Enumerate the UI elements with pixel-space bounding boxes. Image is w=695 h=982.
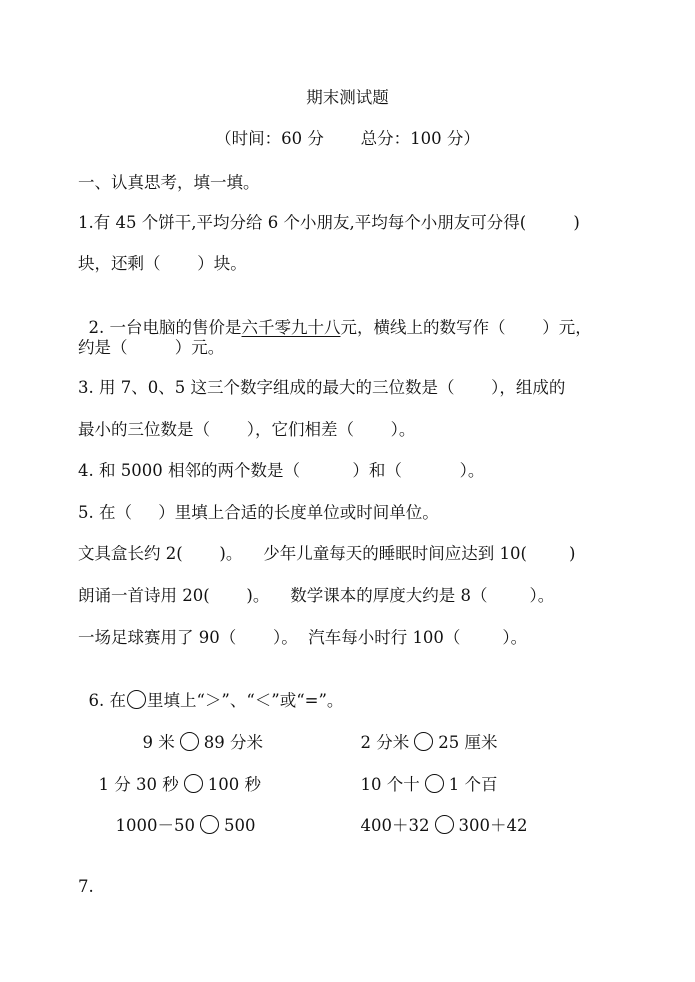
compare-right-operand: 89 分米 [203, 733, 263, 752]
compare-circle-icon [180, 732, 199, 751]
compare-left-operand: 400＋32 [360, 816, 430, 835]
question-5-line-1: 5. 在（ ）里填上合适的长度单位或时间单位。 [78, 503, 439, 522]
question-1-line-2: 块，还剩（ ）块。 [78, 254, 247, 273]
question-4: 4. 和 5000 相邻的两个数是（ ）和（ ）。 [78, 461, 485, 480]
question-1-line-1: 1.有 45 个饼干,平均分给 6 个小朋友,平均每个小朋友可分得( ) [78, 213, 580, 232]
circle-icon [127, 690, 146, 709]
compare-circle-icon [435, 815, 454, 834]
question-5-line-2: 文具盒长约 2( )。 少年儿童每天的睡眠时间应达到 10( ) [78, 544, 576, 563]
compare-left-operand: 1 分 30 秒 [98, 775, 179, 794]
compare-left-operand: 10 个十 [360, 775, 420, 794]
question-5-line-4: 一场足球赛用了 90（ ）。 汽车每小时行 100（ ）。 [78, 628, 528, 647]
compare-right-operand: 500 [224, 816, 256, 835]
exam-info: （时间：60 分 总分：100 分） [215, 129, 480, 148]
compare-circle-icon [425, 774, 444, 793]
section-heading: 一、认真思考，填一填。 [78, 173, 260, 192]
compare-row-2-left [88, 752, 261, 796]
question-6-instruction [78, 668, 343, 712]
question-2-post: 元，横线上的数写作（ ）元， [340, 318, 592, 337]
compare-row-3-right [350, 793, 528, 837]
compare-right-operand: 25 厘米 [438, 733, 498, 752]
compare-right-operand: 1 个百 [448, 775, 498, 794]
question-3-line-2: 最小的三位数是（ ），它们相差（ ）。 [78, 420, 416, 439]
question-2-line-2: 约是（ ）元。 [78, 338, 225, 357]
compare-row-2-right [350, 752, 498, 796]
compare-circle-icon [414, 732, 433, 751]
underlined-number-words: 六千零九十八 [241, 318, 341, 337]
question-3-line-1: 3. 用 7、0、5 这三个数字组成的最大的三位数是（ ），组成的 [78, 378, 566, 397]
question-2-line-1 [78, 295, 592, 339]
question-7: 7. [78, 877, 94, 896]
compare-right-operand: 100 秒 [207, 775, 261, 794]
compare-circle-icon [184, 774, 203, 793]
question-5-line-3: 朗诵一首诗用 20( )。 数学课本的厚度大约是 8（ ）。 [78, 586, 555, 605]
compare-circle-icon [200, 815, 219, 834]
compare-right-operand: 300＋42 [458, 816, 528, 835]
compare-row-1-right [350, 710, 498, 754]
compare-left-operand: 2 分米 [360, 733, 410, 752]
compare-row-1-left [132, 710, 263, 754]
question-6-pre: 6. 在 [88, 691, 126, 710]
compare-left-operand: 1000－50 [115, 816, 195, 835]
question-6-post: 里填上“＞”、“＜”或“=”。 [147, 691, 344, 710]
compare-left-operand: 9 米 [142, 733, 175, 752]
compare-row-3-left [105, 793, 256, 837]
question-2-pre: 2. 一台电脑的售价是 [88, 318, 242, 337]
page-title: 期末测试题 [306, 88, 389, 107]
